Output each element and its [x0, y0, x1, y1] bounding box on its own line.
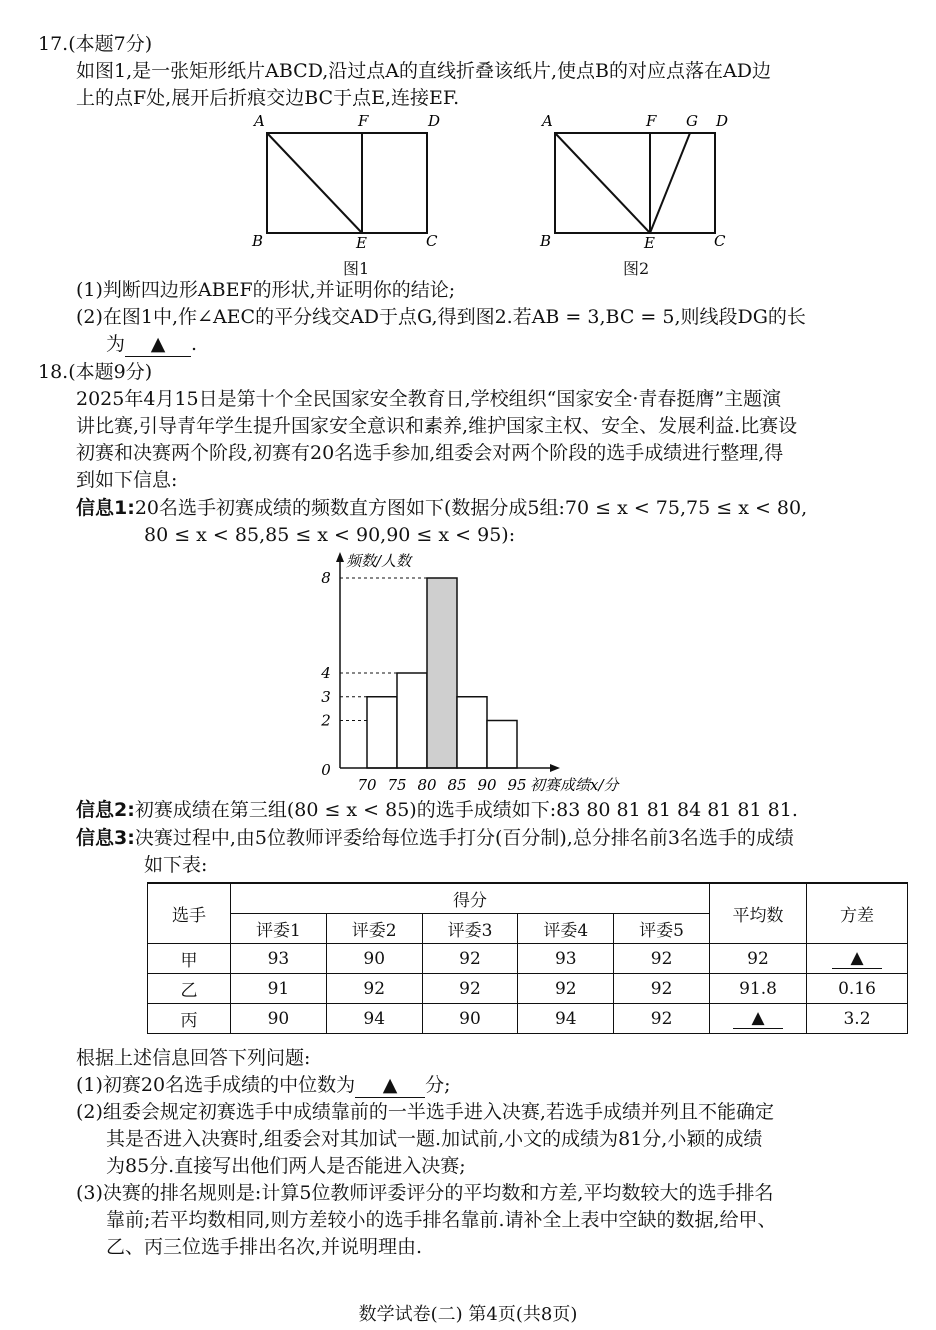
fig2-caption: 图2: [623, 259, 650, 278]
q18-part2-line1: (2)组委会规定初赛选手中成绩靠前的一半选手进入决赛,若选手成绩并列且不能确定: [76, 1101, 774, 1123]
q17-line2: 上的点F处,展开后折痕交边BC于点E,连接EF.: [76, 87, 460, 109]
q18-intro-1: 2025年4月15日是第十个全民国家安全教育日,学校组织“国家安全·青春挺膺”主题演: [76, 388, 782, 410]
score-cell: 92: [518, 974, 614, 1004]
x-tick-label: 85: [447, 776, 467, 794]
score-cell: 93: [231, 944, 327, 974]
figure-2: [528, 108, 748, 258]
score-cell: 92: [422, 974, 518, 1004]
x-tick-label: 70: [357, 776, 377, 794]
player-name: 甲: [148, 944, 231, 974]
q18-head: 18.(本题9分): [38, 361, 153, 383]
q18-part2-line3: 为85分.直接写出他们两人是否能进入决赛;: [106, 1155, 466, 1177]
x-tick-labels: [357, 776, 526, 794]
x-tick-label: 75: [387, 776, 407, 794]
fig1-caption: 图1: [343, 259, 370, 278]
score-cell: 90: [422, 1004, 518, 1034]
score-cell: 92: [326, 974, 422, 1004]
header-score: 得分: [231, 883, 710, 914]
q18-intro-4: 到如下信息:: [76, 469, 178, 491]
header-variance: 方差: [807, 883, 908, 944]
score-cell: 90: [326, 944, 422, 974]
score-cell: 92: [614, 944, 710, 974]
score-cell: 94: [326, 1004, 422, 1034]
mean-cell: 91.8: [710, 974, 807, 1004]
player-name: 乙: [148, 974, 231, 1004]
score-cell: 90: [231, 1004, 327, 1034]
answer-blank-variance: ▲: [832, 948, 882, 969]
q18-part3-line1: (3)决赛的排名规则是:计算5位教师评委评分的平均数和方差,平均数较大的选手排名: [76, 1182, 774, 1204]
y-tick-label: 2: [321, 711, 331, 730]
header-judge: 评委2: [326, 914, 422, 944]
fig1-label-F: F: [358, 112, 369, 130]
score-cell: 93: [518, 944, 614, 974]
player-name: 丙: [148, 1004, 231, 1034]
histogram-bar: [367, 697, 397, 768]
header-judge: 评委3: [422, 914, 518, 944]
final-score-table: [147, 882, 908, 1034]
score-cell: 92: [614, 1004, 710, 1034]
score-cell: 91: [231, 974, 327, 1004]
answer-blank-mean: ▲: [733, 1008, 783, 1029]
x-tick-label: 90: [477, 776, 497, 794]
y-tick-label: 4: [321, 664, 331, 682]
fig1-label-D: D: [428, 112, 441, 130]
x-axis-arrow: [550, 764, 560, 772]
q17-part1: (1)判断四边形ABEF的形状,并证明你的结论;: [76, 279, 456, 301]
fig1-label-A: A: [254, 112, 265, 130]
q17-part2-line1: (2)在图1中,作∠AEC的平分线交AD于点G,得到图2.若AB = 3,BC = 5,则线段DG的长: [76, 306, 806, 328]
fig2-label-E: E: [644, 234, 655, 252]
info1-line2: 80 ≤ x < 85,85 ≤ x < 90,90 ≤ x < 95):: [144, 524, 516, 546]
info3-line1: [76, 826, 794, 850]
table-row: [148, 944, 908, 974]
q17-part2-prefix: 为: [106, 333, 126, 355]
histogram-bar: [457, 697, 487, 768]
info3-line2: 如下表:: [144, 854, 208, 876]
q17-part2-suffix: .: [191, 333, 198, 355]
info2-line: [76, 798, 798, 822]
q18-intro-2: 讲比赛,引导青年学生提升国家安全意识和素养,维护国家主权、安全、发展利益.比赛设: [76, 415, 798, 437]
variance-cell: 3.2: [807, 1004, 908, 1034]
histogram-bar: [487, 721, 517, 769]
variance-cell: 0.16: [807, 974, 908, 1004]
q17-part2-line2: [106, 332, 197, 357]
score-cell: 92: [614, 974, 710, 1004]
frequency-histogram: [312, 548, 662, 798]
header-judge: 评委4: [518, 914, 614, 944]
header-player: 选手: [148, 883, 231, 944]
table-row: [148, 974, 908, 1004]
answer-blank-median: ▲: [355, 1073, 425, 1098]
mean-cell: 92: [710, 944, 807, 974]
q18-part3-line3: 乙、丙三位选手排出名次,并说明理由.: [106, 1236, 423, 1258]
page-footer: 数学试卷(二) 第4页(共8页): [358, 1304, 578, 1325]
header-judge: 评委1: [231, 914, 327, 944]
q18-part1: [76, 1073, 451, 1098]
y-tick-label: 8: [321, 569, 331, 587]
fig1-label-B: B: [252, 232, 264, 250]
q18-intro-3: 初赛和决赛两个阶段,初赛有20名选手参加,组委会对两个阶段的选手成绩进行整理,得: [76, 442, 784, 464]
answer-blank-dg: ▲: [125, 332, 191, 357]
score-cell: 92: [422, 944, 518, 974]
fig2-label-G: G: [686, 112, 698, 130]
table-row: [148, 1004, 908, 1034]
histogram-bar: [427, 578, 457, 768]
fig2-label-D: D: [716, 112, 729, 130]
q18-part1-prefix: (1)初赛20名选手成绩的中位数为: [76, 1074, 356, 1096]
q17-head: 17.(本题7分): [38, 33, 153, 55]
info3-label: 信息3:: [76, 827, 135, 849]
q17-line1: 如图1,是一张矩形纸片ABCD,沿过点A的直线折叠该纸片,使点B的对应点落在AD边: [76, 60, 771, 82]
info2-label: 信息2:: [76, 799, 135, 821]
x-axis-title: 初赛成绩x/分: [530, 776, 619, 794]
y-tick-label: 0: [321, 761, 331, 779]
fig2-label-C: C: [714, 232, 726, 250]
header-mean: 平均数: [710, 883, 807, 944]
fig2-label-B: B: [540, 232, 552, 250]
info3-text: 决赛过程中,由5位教师评委给每位选手打分(百分制),总分排名前3名选手的成绩: [134, 827, 794, 849]
figure-1: [240, 108, 460, 258]
y-axis-title: 频数/人数: [346, 552, 412, 570]
answer-intro: 根据上述信息回答下列问题:: [76, 1047, 311, 1069]
info1-line1: [76, 496, 807, 520]
x-tick-label: 95: [507, 776, 527, 794]
variance-cell: [807, 944, 908, 974]
q18-part3-line2: 靠前;若平均数相同,则方差较小的选手排名靠前.请补全上表中空缺的数据,给甲、: [106, 1209, 777, 1231]
histogram-bar: [397, 673, 427, 768]
score-cell: 94: [518, 1004, 614, 1034]
fig1-label-E: E: [356, 234, 367, 252]
info2-text: 初赛成绩在第三组(80 ≤ x < 85)的选手成绩如下:83 80 81 81 84 81 81 81.: [134, 799, 798, 821]
fig1-label-C: C: [426, 232, 438, 250]
x-tick-label: 80: [417, 776, 437, 794]
fig2-label-F: F: [646, 112, 657, 130]
header-judge: 评委5: [614, 914, 710, 944]
y-tick-label: 3: [321, 687, 331, 706]
q18-part1-suffix: 分;: [425, 1074, 451, 1096]
y-axis-arrow: [336, 552, 344, 562]
info1-text: 20名选手初赛成绩的频数直方图如下(数据分成5组:70 ≤ x < 75,75 ≤ x < 80,: [134, 497, 808, 519]
y-tick-labels: [320, 569, 331, 779]
mean-cell: [710, 1004, 807, 1034]
q18-part2-line2: 其是否进入决赛时,组委会对其加试一题.加试前,小文的成绩为81分,小颖的成绩: [106, 1128, 763, 1150]
info1-label: 信息1:: [76, 497, 135, 519]
fig2-label-A: A: [542, 112, 553, 130]
